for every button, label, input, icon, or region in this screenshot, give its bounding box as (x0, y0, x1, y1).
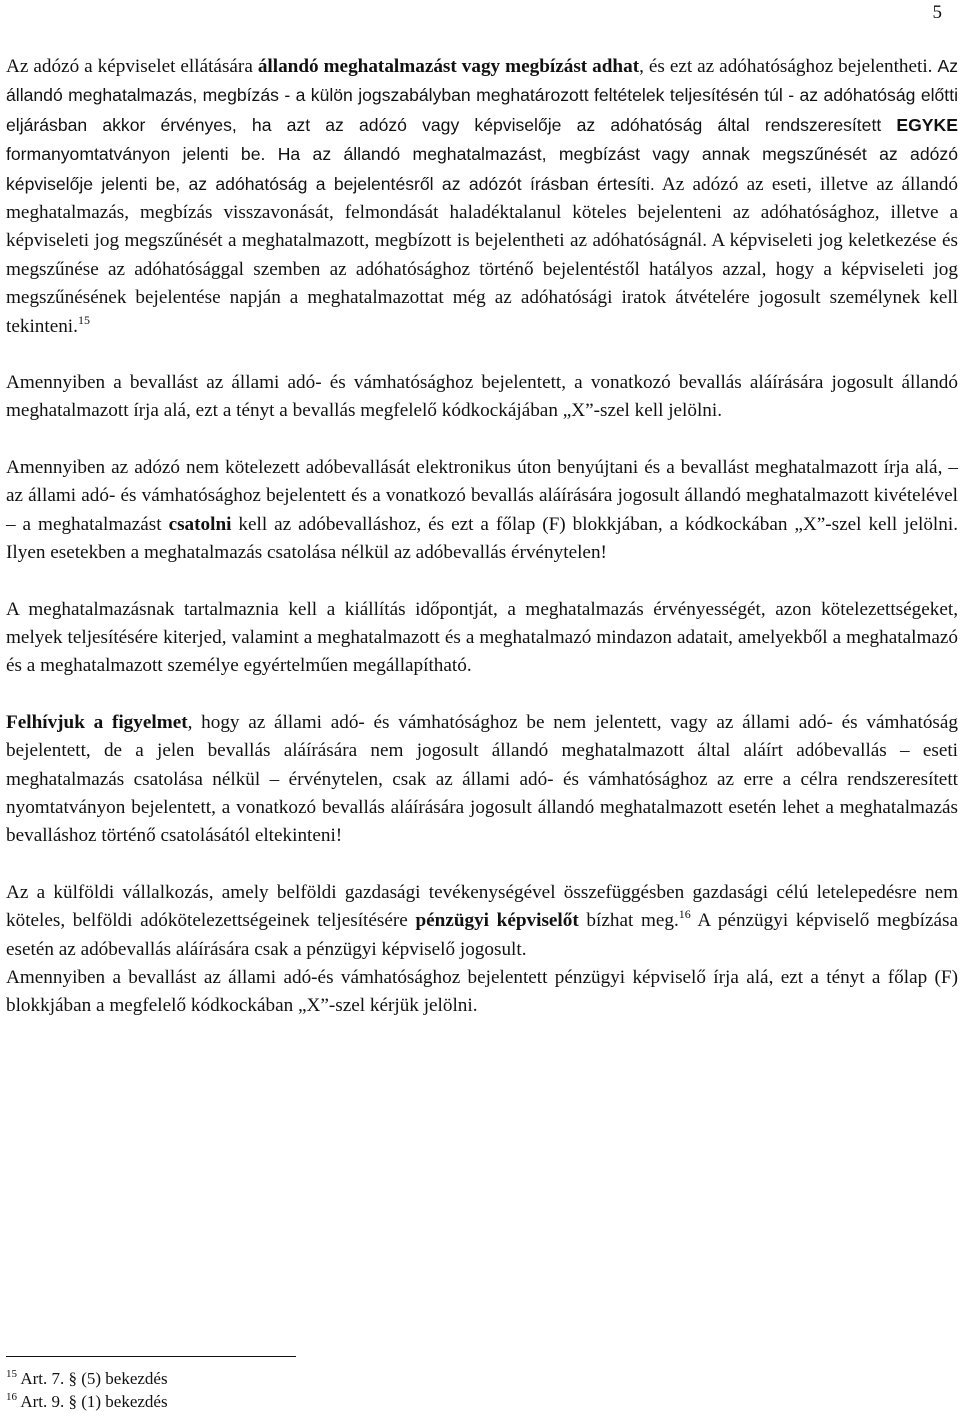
body-text (6, 52, 958, 1021)
text-run: bízhat meg. (578, 910, 679, 932)
bold-text: állandó meghatalmazást vagy megbízást adhat (257, 56, 640, 77)
text-run: Amennyiben az adózó nem kötelezett adóbevallását elektronikus úton benyújtani és a bevallást meghatalmazott írja alá, – az állami adó- és vámhatósághoz bejelentett és a vonatkozó bevallás aláírására jogosult állandó meghatalmazott kivételével – a meghatalmazást (6, 456, 958, 535)
text-run: Az adózó az eseti, illetve az állandó meghatalmazás, megbízás visszavonását, felmondását haladéktalanul köteles bejelenteni az adóhatósághoz, illetve a képviseleti jog megszűnését a meghatalmazott, megbízott is bejelentheti az adóhatóságnál. A képviseleti jog keletkezése és megszűnése az adóhatósággal szemben az adóhatósághoz történő bejelentéstől hatályos azzal, hogy a képviseleti jog megszűnésének bejelentése napján a meghatalmazottat még az adóhatósági iratok átvételére jogosult személynek kell tekinteni. (6, 173, 958, 337)
text-run: Az adózó a képviselet ellátására (6, 56, 258, 77)
paragraph-financial-representative: Amennyiben a bevallást az állami adó-és vámhatósághoz bejelentett pénzügyi képviselő írja alá, ezt a tényt a főlap (F) blokkjában a megfelelő kódkockában „X”-szel kérjük jelölni. (6, 966, 958, 1017)
paragraph-content-requirements: A meghatalmazásnak tartalmaznia kell a kiállítás időpontját, a meghatalmazás érvényességét, azon kötelezettségeket, melyek teljesítésére kiterjed, valamint a meghatalmazott és a meghatalmazó mindazon adatait, amelyekből a meghatalmazó és a meghatalmazott személye egyértelműen megállapítható. (6, 598, 958, 677)
text-run-sans: formanyomtatványon jelenti be. Ha az állandó meghatalmazást, megbízást vagy annak megszűnését az adózó képviselője jelenti be, az adóhatóság a bejelentésről az adózót írásban értesíti. (6, 144, 958, 194)
footnote-16 (6, 1390, 296, 1413)
footnote-text: Art. 7. § (5) bekezdés (20, 1369, 168, 1388)
footnote-number: 15 (6, 1368, 17, 1380)
footnote-ref-15[interactable]: 15 (77, 312, 90, 327)
paragraph-representation (6, 52, 958, 341)
footnote-ref-16[interactable]: 16 (678, 907, 691, 922)
text-run-sans: Az állandó meghatalmazás, megbízás - a külön jogszabályban meghatározott feltételek teljesítésén túl - az adóhatóság előtti eljárásban akkor érvényes, ha azt az adózó vagy képviselője az adóhatóság által rendszeresített (6, 56, 958, 135)
text-run: Az a külföldi vállalkozás, amely belföldi gazdasági tevékenységével összefüggésben gazdasági célú letelepedésre nem köteles, belföldi adókötelezettségeinek teljesítésére (6, 881, 958, 932)
bold-text: csatolni (168, 513, 232, 535)
bold-text: pénzügyi képviselőt (415, 910, 579, 932)
bold-text-egyke: EGYKE (896, 114, 958, 135)
paragraph-foreign-enterprise (6, 879, 958, 964)
footnote-text: Art. 9. § (1) bekezdés (20, 1392, 168, 1411)
footnotes (6, 1356, 296, 1413)
footnote-number: 16 (6, 1391, 17, 1403)
paragraph-joint-signatory: Amennyiben a bevallást az állami adó- és vámhatósághoz bejelentett, a vonatkozó bevallás aláírására jogosult állandó meghatalmazott írja alá, ezt a tényt a bevallás megfelelő kódkockájában „X”-szel kell jelölni. (6, 372, 958, 422)
text-run: A pénzügyi képviselő megbízása esetén az adóbevallás aláírására csak a pénzügyi képviselő jogosult. (6, 910, 958, 960)
page-number: 5 (932, 2, 942, 23)
paragraph-attachment (6, 454, 958, 568)
text-run: , és ezt az adóhatósághoz bejelentheti. (639, 56, 938, 77)
paragraph-attention (6, 709, 958, 851)
footnote-divider (6, 1356, 296, 1357)
text-run: kell az adóbevalláshoz, és ezt a főlap (F) blokkjában, a kódkockában „X”-szel kell jelölni. Ilyen esetekben a meghatalmazás csatolása nélkül az adóbevallás érvénytelen! (6, 513, 958, 564)
text-run: , hogy az állami adó- és vámhatósághoz be nem jelentett, vagy az állami adó- és vámhatóság bejelentett, de a jelen bevallás aláírására nem jogosult állandó meghatalmazott által aláírt adóbevallás – eseti meghatalmazás csatolása nélkül – érvénytelen, csak az állami adó- és vámhatósághoz az erre a célra rendszeresített nyomtatványon bejelentett, a vonatkozó bevallás aláírására jogosult állandó meghatalmazott esetén lehet a meghatalmazás bevalláshoz történő csatolásától eltekinteni! (6, 711, 958, 847)
footnote-15 (6, 1367, 296, 1390)
bold-text: Felhívjuk a figyelmet (6, 711, 188, 733)
